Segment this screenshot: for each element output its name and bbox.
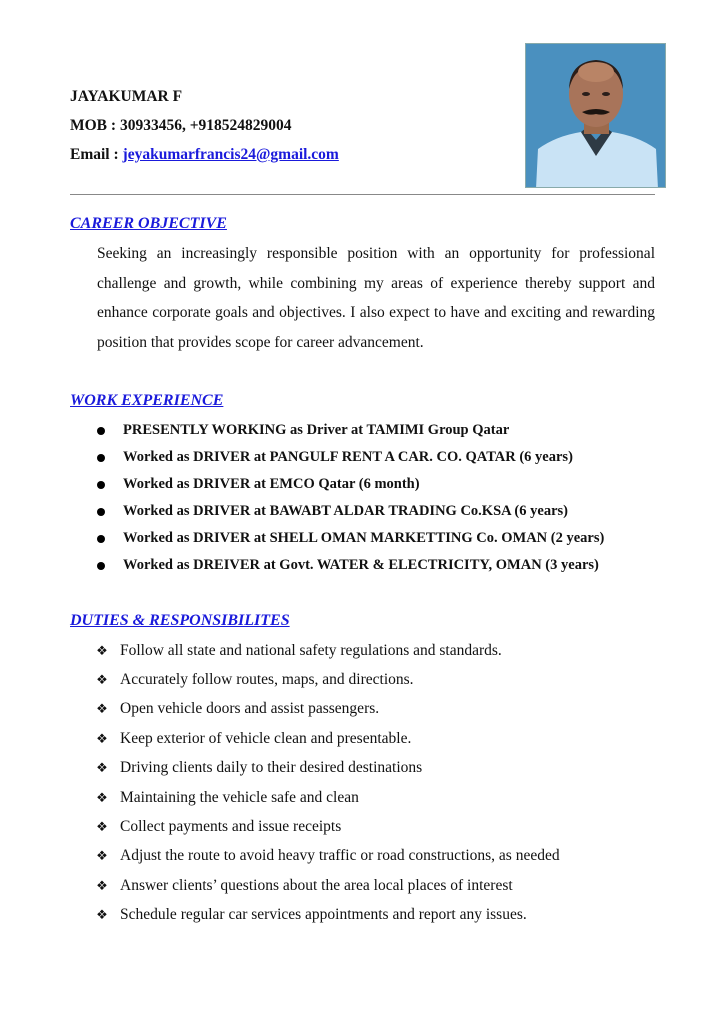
diamond-bullet-icon: ❖ xyxy=(96,642,108,658)
bullet-icon xyxy=(97,454,105,462)
work-experience-text: Worked as DREIVER at Govt. WATER & ELECTRICITY, OMAN (3 years) xyxy=(123,557,599,573)
bullet-icon xyxy=(97,562,105,570)
email-label: Email : xyxy=(70,146,123,163)
duty-text: Keep exterior of vehicle clean and presentable. xyxy=(120,729,412,747)
bullet-icon xyxy=(97,535,105,543)
duty-text: Follow all state and national safety regulations and standards. xyxy=(120,641,502,659)
bullet-icon xyxy=(97,481,105,489)
duty-item xyxy=(95,901,560,930)
person-portrait-icon xyxy=(526,44,666,188)
work-experience-text: Worked as DRIVER at SHELL OMAN MARKETTING Co. OMAN (2 years) xyxy=(123,530,605,546)
work-experience-item xyxy=(95,525,604,552)
diamond-bullet-icon: ❖ xyxy=(96,907,108,923)
duty-item xyxy=(95,724,560,753)
career-objective-text: Seeking an increasingly responsible position with an opportunity for professional challenge and growth, while combining my areas of experience thereby support and enhance corporate goals and objectives. I also expect to have and exciting and rewarding position that provides scope for career advancement. xyxy=(97,245,655,351)
duty-item xyxy=(95,695,560,724)
diamond-bullet-icon: ❖ xyxy=(96,789,108,805)
work-experience-list xyxy=(95,417,604,579)
duties-list xyxy=(95,636,560,930)
duty-text: Open vehicle doors and assist passengers. xyxy=(120,700,380,718)
work-experience-item xyxy=(95,444,604,471)
diamond-bullet-icon: ❖ xyxy=(96,672,108,688)
bullet-icon xyxy=(97,427,105,435)
duty-text: Adjust the route to avoid heavy traffic or road constructions, as needed xyxy=(120,847,560,865)
work-experience-item xyxy=(95,471,604,498)
diamond-bullet-icon: ❖ xyxy=(96,760,108,776)
duty-text: Answer clients’ questions about the area local places of interest xyxy=(120,876,513,894)
duty-text: Maintaining the vehicle safe and clean xyxy=(120,788,359,806)
duty-item xyxy=(95,783,560,812)
duty-text: Driving clients daily to their desired destinations xyxy=(120,759,423,777)
diamond-bullet-icon: ❖ xyxy=(96,730,108,746)
work-experience-text: PRESENTLY WORKING as Driver at TAMIMI Group Qatar xyxy=(123,422,510,438)
duty-text: Accurately follow routes, maps, and directions. xyxy=(120,671,414,689)
duties-heading: DUTIES & RESPONSIBILITES xyxy=(70,612,290,629)
profile-photo xyxy=(525,43,666,188)
work-experience-item xyxy=(95,498,604,525)
diamond-bullet-icon: ❖ xyxy=(96,701,108,717)
header-divider xyxy=(70,194,655,195)
bullet-icon xyxy=(97,508,105,516)
duty-item xyxy=(95,812,560,841)
work-experience-text: Worked as DRIVER at EMCO Qatar (6 month) xyxy=(123,476,420,492)
career-objective-heading: CAREER OBJECTIVE xyxy=(70,215,227,232)
mobile-label: MOB : xyxy=(70,117,120,134)
duty-item xyxy=(95,754,560,783)
work-experience-text: Worked as DRIVER at PANGULF RENT A CAR. CO. QATAR (6 years) xyxy=(123,449,573,465)
duty-item xyxy=(95,842,560,871)
work-experience-item xyxy=(95,552,604,579)
duty-item xyxy=(95,665,560,694)
work-experience-heading: WORK EXPERIENCE xyxy=(70,392,224,409)
diamond-bullet-icon: ❖ xyxy=(96,819,108,835)
mobile-value: 30933456, +918524829004 xyxy=(119,117,292,134)
duty-text: Collect payments and issue receipts xyxy=(120,818,342,836)
email-link[interactable]: jeyakumarfrancis24@gmail.com xyxy=(122,146,339,163)
work-experience-item xyxy=(95,417,604,444)
diamond-bullet-icon: ❖ xyxy=(96,877,108,893)
work-experience-text: Worked as DRIVER at BAWABT ALDAR TRADING Co.KSA (6 years) xyxy=(123,503,568,519)
candidate-name: JAYAKUMAR F xyxy=(70,88,183,105)
mobile-line xyxy=(70,117,292,135)
diamond-bullet-icon: ❖ xyxy=(96,848,108,864)
duty-text: Schedule regular car services appointments and report any issues. xyxy=(120,906,527,924)
email-line xyxy=(70,146,339,164)
duty-item xyxy=(95,636,560,665)
duty-item xyxy=(95,871,560,900)
